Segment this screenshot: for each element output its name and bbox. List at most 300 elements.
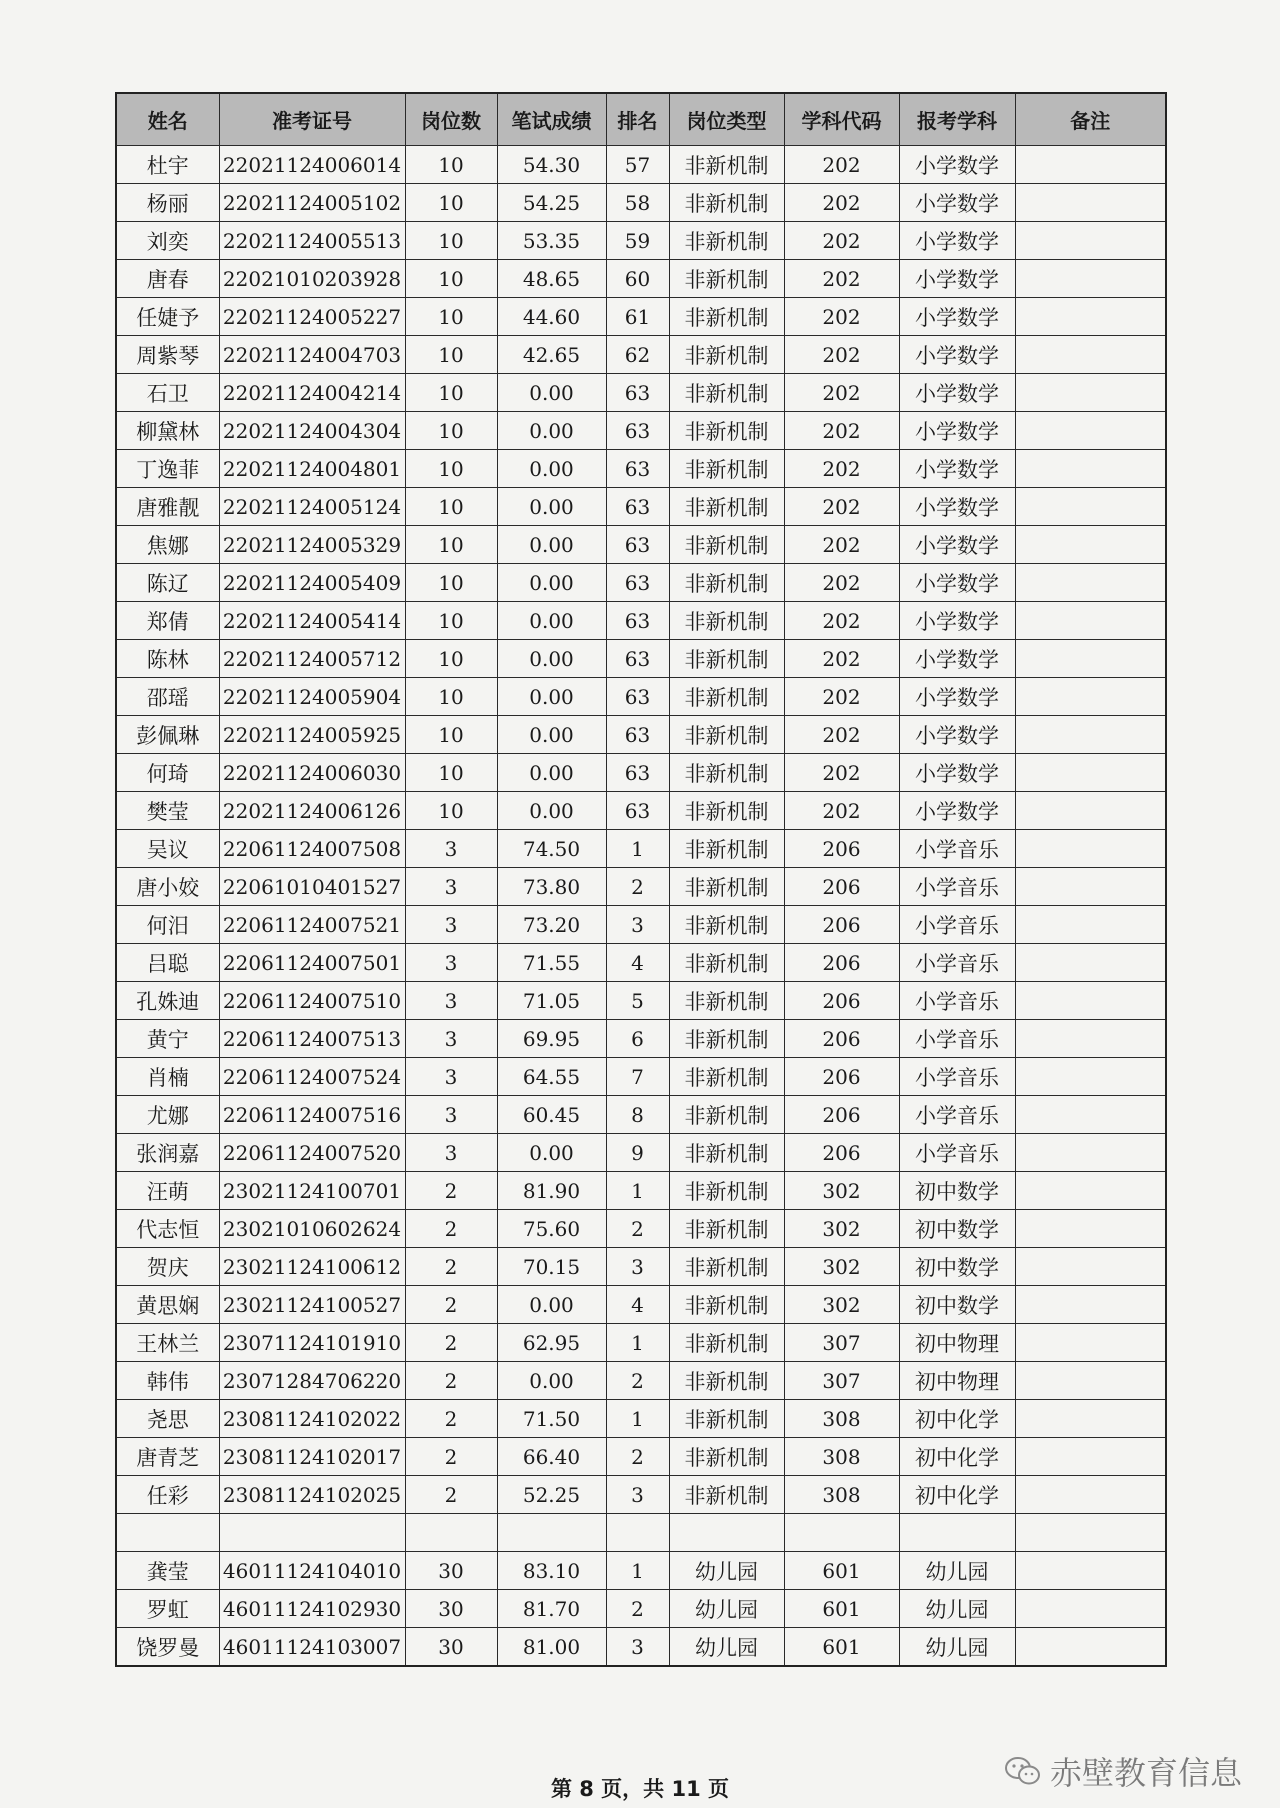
cell-subject-code: 202 [784, 602, 899, 640]
cell-subject: 小学音乐 [899, 1134, 1015, 1172]
cell-ticket-number: 22021124004304 [219, 412, 405, 450]
cell-post-type: 非新机制 [669, 1172, 784, 1210]
cell-subject-code: 302 [784, 1248, 899, 1286]
cell-subject: 初中化学 [899, 1476, 1015, 1514]
cell-rank: 58 [606, 184, 669, 222]
cell-subject: 小学音乐 [899, 868, 1015, 906]
table-row [116, 1096, 1166, 1134]
cell-posts: 10 [405, 792, 497, 830]
cell-ticket-number: 22021124004214 [219, 374, 405, 412]
cell-ticket-number [219, 1514, 405, 1552]
cell-subject: 小学数学 [899, 792, 1015, 830]
cell-posts: 10 [405, 678, 497, 716]
cell-remarks [1015, 1210, 1166, 1248]
cell-post-type: 非新机制 [669, 1210, 784, 1248]
cell-remarks [1015, 336, 1166, 374]
cell-subject-code: 202 [784, 450, 899, 488]
cell-post-type: 非新机制 [669, 1058, 784, 1096]
cell-name [116, 1514, 219, 1552]
cell-post-type: 非新机制 [669, 1438, 784, 1476]
cell-score: 0.00 [497, 640, 606, 678]
cell-rank: 9 [606, 1134, 669, 1172]
cell-score: 83.10 [497, 1552, 606, 1590]
cell-remarks [1015, 260, 1166, 298]
cell-rank: 63 [606, 678, 669, 716]
cell-posts: 3 [405, 944, 497, 982]
cell-score: 73.80 [497, 868, 606, 906]
cell-remarks [1015, 678, 1166, 716]
cell-remarks [1015, 184, 1166, 222]
cell-post-type: 非新机制 [669, 1134, 784, 1172]
cell-subject: 初中化学 [899, 1438, 1015, 1476]
cell-score: 0.00 [497, 754, 606, 792]
cell-posts: 2 [405, 1362, 497, 1400]
cell-subject-code: 202 [784, 298, 899, 336]
cell-rank: 1 [606, 830, 669, 868]
cell-name: 杜宇 [116, 146, 219, 184]
cell-ticket-number: 22021124006126 [219, 792, 405, 830]
cell-name: 杨丽 [116, 184, 219, 222]
cell-remarks [1015, 944, 1166, 982]
cell-ticket-number: 22021124005227 [219, 298, 405, 336]
cell-remarks [1015, 1590, 1166, 1628]
col-header-subject: 报考学科 [899, 93, 1015, 146]
cell-name: 王林兰 [116, 1324, 219, 1362]
cell-score: 73.20 [497, 906, 606, 944]
cell-post-type: 非新机制 [669, 526, 784, 564]
cell-ticket-number: 22061124007524 [219, 1058, 405, 1096]
cell-post-type: 幼儿园 [669, 1628, 784, 1667]
table-row [116, 412, 1166, 450]
cell-post-type: 非新机制 [669, 830, 784, 868]
cell-subject-code: 202 [784, 412, 899, 450]
cell-name: 黄思娴 [116, 1286, 219, 1324]
cell-subject-code: 206 [784, 868, 899, 906]
cell-name: 郑倩 [116, 602, 219, 640]
cell-subject: 小学数学 [899, 222, 1015, 260]
cell-score: 81.00 [497, 1628, 606, 1667]
cell-name: 何琦 [116, 754, 219, 792]
cell-rank: 63 [606, 754, 669, 792]
cell-score: 0.00 [497, 374, 606, 412]
cell-score: 54.30 [497, 146, 606, 184]
cell-posts: 2 [405, 1438, 497, 1476]
cell-remarks [1015, 830, 1166, 868]
cell-subject-code: 202 [784, 374, 899, 412]
table-row [116, 450, 1166, 488]
cell-ticket-number: 23021124100527 [219, 1286, 405, 1324]
cell-name: 刘奕 [116, 222, 219, 260]
cell-post-type: 非新机制 [669, 564, 784, 602]
table-row [116, 1286, 1166, 1324]
cell-ticket-number: 22021124005409 [219, 564, 405, 602]
cell-rank: 3 [606, 1476, 669, 1514]
cell-rank: 63 [606, 374, 669, 412]
cell-remarks [1015, 792, 1166, 830]
cell-subject-code: 202 [784, 336, 899, 374]
cell-ticket-number: 22061124007520 [219, 1134, 405, 1172]
cell-ticket-number: 46011124103007 [219, 1628, 405, 1667]
cell-score: 0.00 [497, 716, 606, 754]
cell-posts: 3 [405, 1058, 497, 1096]
table-row [116, 1552, 1166, 1590]
table-body [116, 146, 1166, 1667]
cell-name: 尤娜 [116, 1096, 219, 1134]
cell-post-type: 非新机制 [669, 1286, 784, 1324]
cell-subject: 小学数学 [899, 336, 1015, 374]
table-row [116, 1134, 1166, 1172]
cell-subject-code: 202 [784, 222, 899, 260]
cell-rank: 63 [606, 526, 669, 564]
cell-post-type: 非新机制 [669, 640, 784, 678]
cell-posts: 10 [405, 488, 497, 526]
cell-score: 74.50 [497, 830, 606, 868]
table-row [116, 298, 1166, 336]
cell-posts: 10 [405, 374, 497, 412]
cell-score: 71.55 [497, 944, 606, 982]
cell-remarks [1015, 640, 1166, 678]
cell-subject-code: 202 [784, 640, 899, 678]
cell-subject-code: 202 [784, 146, 899, 184]
cell-remarks [1015, 1134, 1166, 1172]
cell-subject: 小学数学 [899, 374, 1015, 412]
cell-subject: 小学数学 [899, 716, 1015, 754]
cell-posts: 2 [405, 1210, 497, 1248]
cell-subject: 小学数学 [899, 184, 1015, 222]
cell-ticket-number: 46011124102930 [219, 1590, 405, 1628]
cell-score [497, 1514, 606, 1552]
cell-name: 吕聪 [116, 944, 219, 982]
cell-posts: 10 [405, 754, 497, 792]
cell-score: 75.60 [497, 1210, 606, 1248]
table-row [116, 260, 1166, 298]
cell-post-type: 非新机制 [669, 792, 784, 830]
cell-posts: 3 [405, 1020, 497, 1058]
cell-post-type: 非新机制 [669, 450, 784, 488]
cell-subject-code: 202 [784, 488, 899, 526]
cell-posts: 10 [405, 526, 497, 564]
cell-subject-code: 206 [784, 1058, 899, 1096]
cell-ticket-number: 22021124005712 [219, 640, 405, 678]
cell-name: 贺庆 [116, 1248, 219, 1286]
cell-subject: 小学数学 [899, 640, 1015, 678]
cell-score: 0.00 [497, 678, 606, 716]
col-header-remarks: 备注 [1015, 93, 1166, 146]
cell-name: 张润嘉 [116, 1134, 219, 1172]
cell-remarks [1015, 1172, 1166, 1210]
cell-subject-code: 206 [784, 830, 899, 868]
cell-subject-code: 308 [784, 1476, 899, 1514]
table-row [116, 564, 1166, 602]
table-row [116, 678, 1166, 716]
cell-remarks [1015, 1476, 1166, 1514]
cell-remarks [1015, 1058, 1166, 1096]
cell-score: 71.50 [497, 1400, 606, 1438]
cell-score: 54.25 [497, 184, 606, 222]
col-header-subject-code: 学科代码 [784, 93, 899, 146]
cell-remarks [1015, 1552, 1166, 1590]
cell-subject [899, 1514, 1015, 1552]
cell-subject: 小学音乐 [899, 982, 1015, 1020]
cell-ticket-number: 22021124004801 [219, 450, 405, 488]
cell-post-type: 非新机制 [669, 716, 784, 754]
cell-posts: 10 [405, 564, 497, 602]
cell-ticket-number: 46011124104010 [219, 1552, 405, 1590]
cell-subject-code: 202 [784, 716, 899, 754]
cell-ticket-number: 22061124007501 [219, 944, 405, 982]
cell-score: 64.55 [497, 1058, 606, 1096]
cell-subject-code: 206 [784, 906, 899, 944]
cell-rank: 63 [606, 640, 669, 678]
table-row [116, 1438, 1166, 1476]
cell-ticket-number: 22021124005925 [219, 716, 405, 754]
cell-subject: 初中数学 [899, 1248, 1015, 1286]
cell-subject: 小学数学 [899, 678, 1015, 716]
cell-score: 60.45 [497, 1096, 606, 1134]
cell-score: 62.95 [497, 1324, 606, 1362]
cell-post-type: 非新机制 [669, 1096, 784, 1134]
cell-remarks [1015, 1286, 1166, 1324]
cell-posts: 10 [405, 640, 497, 678]
cell-remarks [1015, 754, 1166, 792]
cell-name: 唐青芝 [116, 1438, 219, 1476]
cell-ticket-number: 22021124005124 [219, 488, 405, 526]
cell-posts: 2 [405, 1172, 497, 1210]
cell-ticket-number: 23071124101910 [219, 1324, 405, 1362]
cell-rank: 63 [606, 792, 669, 830]
score-table [115, 92, 1167, 1667]
cell-post-type: 非新机制 [669, 982, 784, 1020]
cell-rank: 6 [606, 1020, 669, 1058]
cell-posts: 10 [405, 412, 497, 450]
table-row [116, 1058, 1166, 1096]
cell-rank: 2 [606, 868, 669, 906]
cell-name: 代志恒 [116, 1210, 219, 1248]
cell-subject: 幼儿园 [899, 1552, 1015, 1590]
cell-rank: 4 [606, 944, 669, 982]
cell-subject-code: 308 [784, 1438, 899, 1476]
cell-subject-code: 202 [784, 564, 899, 602]
cell-ticket-number: 22021124005904 [219, 678, 405, 716]
cell-remarks [1015, 868, 1166, 906]
cell-post-type: 非新机制 [669, 260, 784, 298]
table-row [116, 754, 1166, 792]
cell-remarks [1015, 1628, 1166, 1667]
cell-ticket-number: 22021124005513 [219, 222, 405, 260]
cell-subject: 初中化学 [899, 1400, 1015, 1438]
cell-post-type: 非新机制 [669, 944, 784, 982]
cell-posts: 10 [405, 450, 497, 488]
cell-name: 唐小姣 [116, 868, 219, 906]
cell-ticket-number: 22061010401527 [219, 868, 405, 906]
cell-subject: 小学数学 [899, 298, 1015, 336]
cell-subject-code: 202 [784, 526, 899, 564]
cell-subject-code: 202 [784, 754, 899, 792]
cell-ticket-number: 23081124102022 [219, 1400, 405, 1438]
cell-post-type: 非新机制 [669, 336, 784, 374]
cell-score: 44.60 [497, 298, 606, 336]
cell-ticket-number: 23021124100701 [219, 1172, 405, 1210]
cell-rank: 2 [606, 1590, 669, 1628]
cell-posts: 3 [405, 982, 497, 1020]
cell-subject-code: 302 [784, 1286, 899, 1324]
cell-rank: 1 [606, 1552, 669, 1590]
col-header-score: 笔试成绩 [497, 93, 606, 146]
cell-subject-code: 206 [784, 1096, 899, 1134]
cell-score: 81.90 [497, 1172, 606, 1210]
cell-posts: 3 [405, 1134, 497, 1172]
cell-subject: 小学音乐 [899, 944, 1015, 982]
watermark [1004, 1748, 1242, 1794]
cell-rank: 63 [606, 716, 669, 754]
cell-posts: 2 [405, 1476, 497, 1514]
cell-remarks [1015, 906, 1166, 944]
cell-name: 孔姝迪 [116, 982, 219, 1020]
cell-rank: 1 [606, 1324, 669, 1362]
cell-score: 69.95 [497, 1020, 606, 1058]
cell-subject-code: 307 [784, 1362, 899, 1400]
cell-subject: 初中数学 [899, 1210, 1015, 1248]
cell-post-type: 非新机制 [669, 1476, 784, 1514]
cell-remarks [1015, 222, 1166, 260]
cell-ticket-number: 23021124100612 [219, 1248, 405, 1286]
col-header-post-type: 岗位类型 [669, 93, 784, 146]
cell-name: 唐春 [116, 260, 219, 298]
cell-subject: 小学音乐 [899, 1058, 1015, 1096]
cell-score: 53.35 [497, 222, 606, 260]
cell-name: 唐雅靓 [116, 488, 219, 526]
cell-ticket-number: 22021124004703 [219, 336, 405, 374]
cell-name: 饶罗曼 [116, 1628, 219, 1667]
cell-remarks [1015, 1096, 1166, 1134]
cell-subject-code: 601 [784, 1628, 899, 1667]
cell-remarks [1015, 1438, 1166, 1476]
cell-subject: 小学数学 [899, 146, 1015, 184]
cell-ticket-number: 22021124005329 [219, 526, 405, 564]
table-row [116, 488, 1166, 526]
cell-post-type: 非新机制 [669, 906, 784, 944]
cell-posts: 2 [405, 1248, 497, 1286]
cell-posts: 10 [405, 222, 497, 260]
cell-name: 韩伟 [116, 1362, 219, 1400]
cell-subject-code: 307 [784, 1324, 899, 1362]
cell-score: 0.00 [497, 1362, 606, 1400]
cell-post-type: 非新机制 [669, 222, 784, 260]
table-row [116, 184, 1166, 222]
cell-post-type: 非新机制 [669, 374, 784, 412]
cell-posts: 10 [405, 184, 497, 222]
cell-name: 尧思 [116, 1400, 219, 1438]
cell-subject-code: 202 [784, 678, 899, 716]
cell-subject-code: 206 [784, 1134, 899, 1172]
cell-remarks [1015, 716, 1166, 754]
cell-rank [606, 1514, 669, 1552]
cell-name: 周紫琴 [116, 336, 219, 374]
cell-rank: 3 [606, 1628, 669, 1667]
cell-score: 0.00 [497, 602, 606, 640]
table-row [116, 906, 1166, 944]
page-number: 第 8 页，共 11 页 [550, 1777, 730, 1801]
cell-score: 0.00 [497, 450, 606, 488]
cell-subject-code: 302 [784, 1172, 899, 1210]
cell-remarks [1015, 146, 1166, 184]
cell-subject: 小学音乐 [899, 1020, 1015, 1058]
cell-ticket-number: 23081124102025 [219, 1476, 405, 1514]
cell-score: 71.05 [497, 982, 606, 1020]
cell-rank: 8 [606, 1096, 669, 1134]
cell-subject: 小学音乐 [899, 906, 1015, 944]
cell-ticket-number: 22061124007508 [219, 830, 405, 868]
table-row [116, 1476, 1166, 1514]
cell-rank: 2 [606, 1438, 669, 1476]
cell-name: 任婕予 [116, 298, 219, 336]
cell-ticket-number: 22061124007513 [219, 1020, 405, 1058]
cell-post-type [669, 1514, 784, 1552]
cell-ticket-number: 22021124006014 [219, 146, 405, 184]
table-row [116, 1172, 1166, 1210]
cell-subject: 小学音乐 [899, 830, 1015, 868]
cell-subject: 幼儿园 [899, 1628, 1015, 1667]
cell-ticket-number: 22021124005414 [219, 602, 405, 640]
cell-rank: 1 [606, 1172, 669, 1210]
cell-rank: 63 [606, 488, 669, 526]
cell-post-type: 非新机制 [669, 1324, 784, 1362]
cell-subject-code: 601 [784, 1590, 899, 1628]
cell-name: 吴议 [116, 830, 219, 868]
cell-score: 0.00 [497, 526, 606, 564]
cell-post-type: 非新机制 [669, 602, 784, 640]
cell-rank: 1 [606, 1400, 669, 1438]
cell-remarks [1015, 1020, 1166, 1058]
cell-remarks [1015, 526, 1166, 564]
cell-subject: 小学数学 [899, 754, 1015, 792]
cell-subject: 小学数学 [899, 526, 1015, 564]
cell-post-type: 非新机制 [669, 184, 784, 222]
cell-remarks [1015, 488, 1166, 526]
cell-subject: 小学数学 [899, 412, 1015, 450]
cell-remarks [1015, 1400, 1166, 1438]
cell-posts: 10 [405, 298, 497, 336]
cell-name: 肖楠 [116, 1058, 219, 1096]
cell-score: 48.65 [497, 260, 606, 298]
cell-ticket-number: 22021124006030 [219, 754, 405, 792]
cell-rank: 3 [606, 906, 669, 944]
table-row [116, 1210, 1166, 1248]
table-row [116, 222, 1166, 260]
cell-subject: 初中数学 [899, 1286, 1015, 1324]
cell-subject-code: 202 [784, 184, 899, 222]
cell-post-type: 非新机制 [669, 488, 784, 526]
cell-rank: 2 [606, 1210, 669, 1248]
cell-name: 石卫 [116, 374, 219, 412]
cell-rank: 62 [606, 336, 669, 374]
cell-post-type: 非新机制 [669, 1020, 784, 1058]
table-row [116, 944, 1166, 982]
cell-remarks [1015, 982, 1166, 1020]
cell-post-type: 非新机制 [669, 298, 784, 336]
table-row [116, 1628, 1166, 1667]
cell-posts: 10 [405, 336, 497, 374]
table-row [116, 640, 1166, 678]
cell-score: 42.65 [497, 336, 606, 374]
cell-remarks [1015, 564, 1166, 602]
cell-ticket-number: 23081124102017 [219, 1438, 405, 1476]
cell-name: 柳黛林 [116, 412, 219, 450]
cell-posts: 10 [405, 146, 497, 184]
cell-subject: 小学数学 [899, 564, 1015, 602]
cell-subject-code: 202 [784, 260, 899, 298]
cell-rank: 4 [606, 1286, 669, 1324]
